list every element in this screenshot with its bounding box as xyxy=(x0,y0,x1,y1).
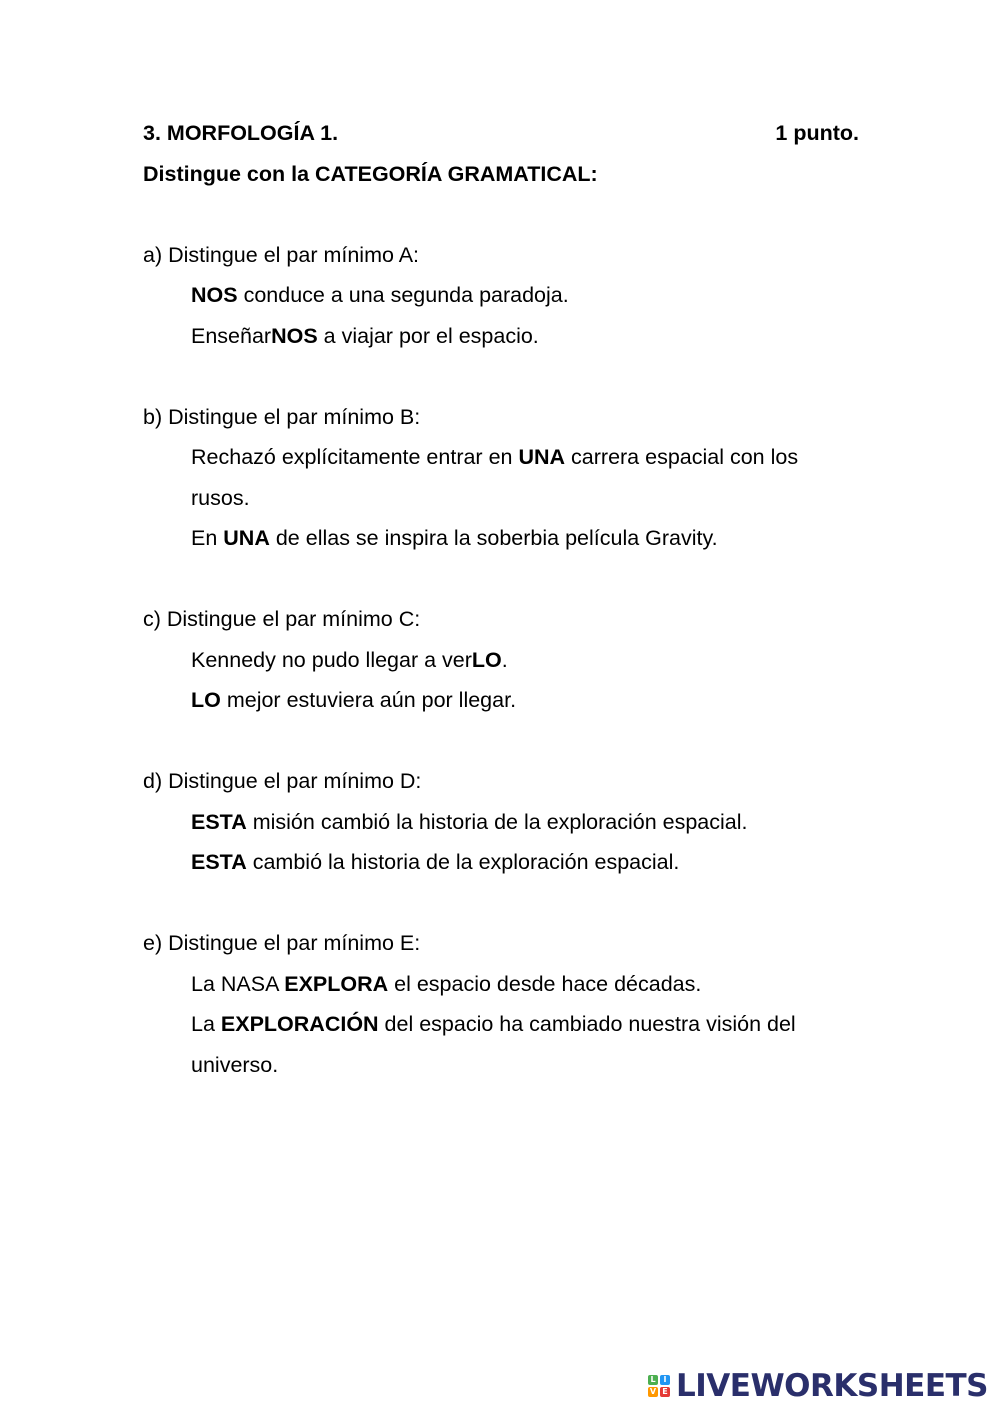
logo-mark-icon: L I V E xyxy=(648,1375,670,1397)
logo-text: LIVEWORKSHEETS xyxy=(676,1368,988,1404)
instruction: Distingue con la CATEGORÍA GRAMATICAL: xyxy=(143,161,598,186)
highlight-word: LO xyxy=(471,647,502,672)
pair-c xyxy=(143,599,859,721)
highlight-word: ESTA xyxy=(191,809,247,834)
sentence-1: Kennedy no pudo llegar a verLO. xyxy=(191,647,508,672)
highlight-word: EXPLORACIÓN xyxy=(220,1012,379,1036)
highlight-word: UNA xyxy=(518,445,566,469)
pair-b xyxy=(143,397,859,559)
section-title: 3. MORFOLOGÍA 1. xyxy=(143,121,339,145)
header-row xyxy=(143,113,859,154)
sentence-1: NOS conduce a una segunda paradoja. xyxy=(191,283,569,307)
pair-e xyxy=(143,923,859,1085)
highlight-word: ESTA xyxy=(191,850,247,874)
points-label: 1 punto. xyxy=(775,121,859,145)
highlight-word: EXPLORA xyxy=(284,971,389,996)
highlight-word: NOS xyxy=(191,283,238,307)
highlight-word: LO xyxy=(191,688,221,712)
sentence-1: La NASA EXPLORA el espacio desde hace décadas. xyxy=(191,971,702,996)
highlight-word: NOS xyxy=(271,323,318,348)
sentence-2: ESTA cambió la historia de la exploración espacial. xyxy=(191,850,680,874)
sentence-2: LO mejor estuviera aún por llegar. xyxy=(191,688,517,712)
sentence-1: Rechazó explícitamente entrar en UNA carrera espacial con los rusos. xyxy=(191,445,799,510)
pair-label: c) Distingue el par mínimo C: xyxy=(143,607,421,631)
sentence-2: EnseñarNOS a viajar por el espacio. xyxy=(191,323,539,348)
pair-a xyxy=(143,235,859,357)
pair-label: e) Distingue el par mínimo E: xyxy=(143,931,421,955)
pair-label: d) Distingue el par mínimo D: xyxy=(143,769,422,793)
pair-d xyxy=(143,761,859,883)
highlight-word: UNA xyxy=(223,526,270,550)
sentence-2: En UNA de ellas se inspira la soberbia película Gravity. xyxy=(191,526,718,550)
worksheet xyxy=(143,113,859,1085)
pair-label: b) Distingue el par mínimo B: xyxy=(143,404,421,429)
liveworksheets-logo xyxy=(648,1368,988,1404)
pair-label: a) Distingue el par mínimo A: xyxy=(143,242,420,267)
sentence-2: La EXPLORACIÓN del espacio ha cambiado nuestra visión del universo. xyxy=(191,1012,796,1077)
sentence-1: ESTA misión cambió la historia de la exploración espacial. xyxy=(191,809,748,834)
